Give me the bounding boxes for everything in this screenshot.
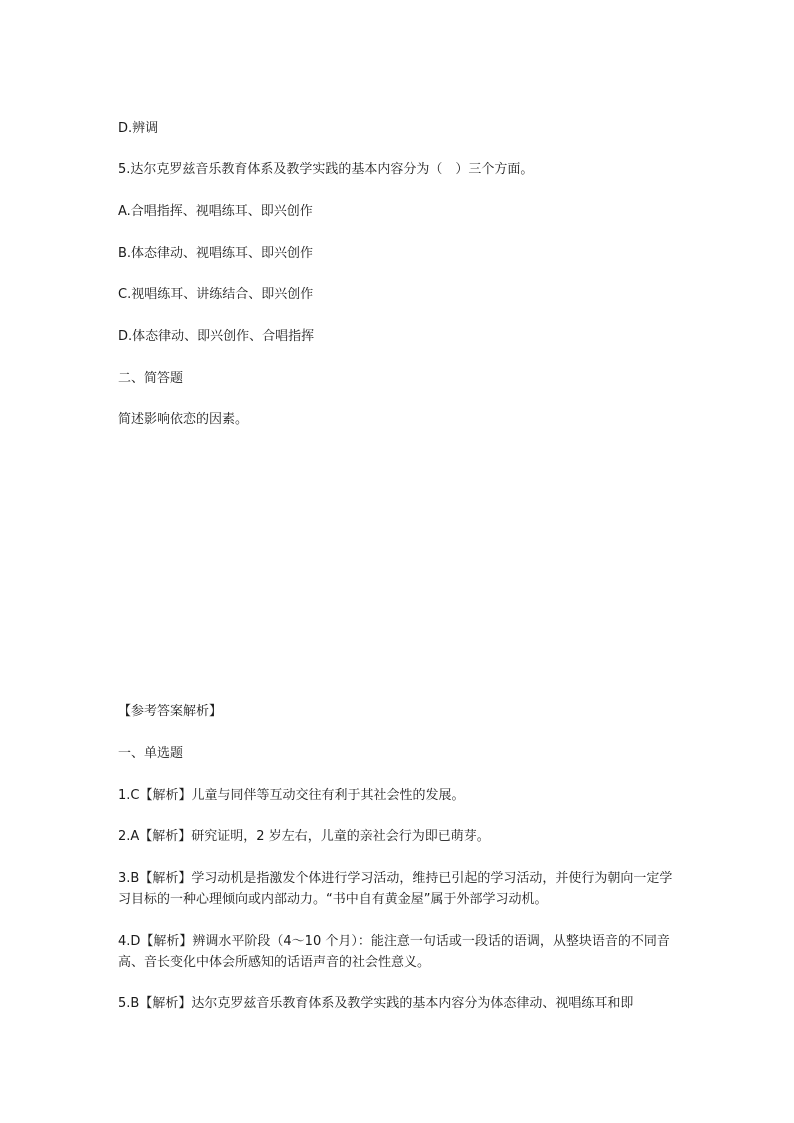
answer-item-3: 3.B【解析】学习动机是指激发个体进行学习活动，维持已引起的学习活动，并使行为朝向一定学习目标的一种心理倾向或内部动力。“书中自有黄金屋”属于外部学习动机。 xyxy=(118,871,673,907)
section2-heading: 二、简答题 xyxy=(118,371,184,386)
answers-heading: 【参考答案解析】 xyxy=(118,704,223,719)
answer-item-5: 5.B【解析】达尔克罗兹音乐教育体系及教学实践的基本内容分为体态律动、视唱练耳和即 xyxy=(118,996,634,1011)
q5-option-d: D.体态律动、即兴创作、合唱指挥 xyxy=(118,329,315,344)
short-answer-question: 简述影响依恋的因素。 xyxy=(118,412,249,427)
answer-item-4: 4.D【解析】辨调水平阶段（4～10 个月）：能注意一句话或一段话的语调，从整块语音的不同音高、音长变化中体会所感知的话语声音的社会性意义。 xyxy=(118,934,670,970)
answer-item-1: 1.C【解析】儿童与同伴等互动交往有利于其社会性的发展。 xyxy=(118,788,465,803)
answer-item-2: 2.A【解析】研究证明，2 岁左右，儿童的亲社会行为即已萌芽。 xyxy=(118,829,490,844)
answers-section1-heading: 一、单选题 xyxy=(118,746,184,761)
q5-option-a: A.合唱指挥、视唱练耳、即兴创作 xyxy=(118,204,313,219)
q4-option-d: D.辨调 xyxy=(118,121,159,136)
q5-stem: 5.达尔克罗兹音乐教育体系及教学实践的基本内容分为（ ）三个方面。 xyxy=(118,162,534,177)
q5-option-b: B.体态律动、视唱练耳、即兴创作 xyxy=(118,246,314,261)
q5-option-c: C.视唱练耳、讲练结合、即兴创作 xyxy=(118,287,314,302)
